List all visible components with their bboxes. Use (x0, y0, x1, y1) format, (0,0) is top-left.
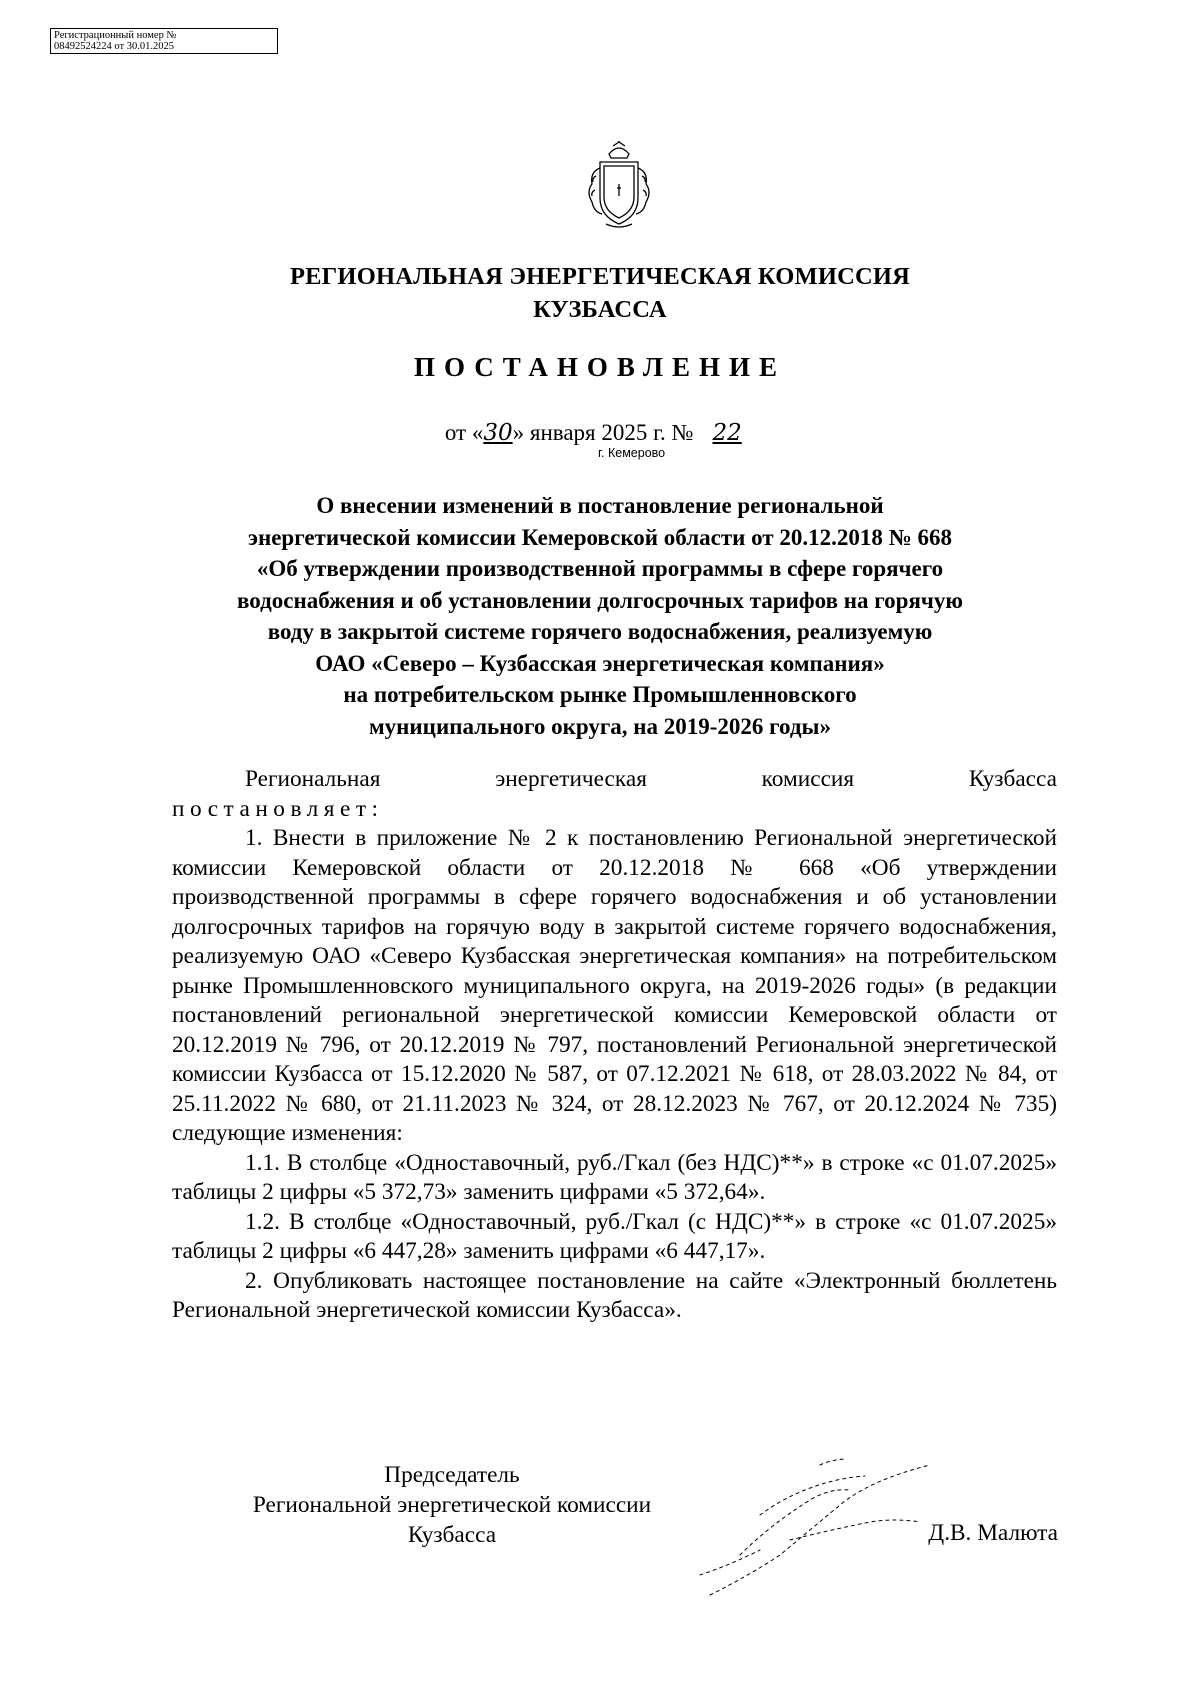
signatory-name: Д.В. Малюта (928, 1520, 1058, 1546)
subject-line: О внесении изменений в постановление региональной (316, 493, 884, 518)
registration-number-label: Регистрационный номер № (54, 30, 177, 41)
subject-line: водоснабжения и об установлении долгосрочных тарифов на горячую (237, 587, 963, 613)
signatory-position-line2: Региональной энергетической комиссии (252, 1492, 652, 1518)
document-body (172, 765, 1057, 1326)
document-type: ПОСТАНОВЛЕНИЕ (413, 352, 787, 382)
subject-line: муниципального округа, на 2019-2026 годы» (369, 713, 831, 739)
date-day-handwritten: 30 (483, 420, 513, 446)
document-number-handwritten: 22 (712, 420, 742, 446)
subject-line: энергетической комиссии Кемеровской области от 20.12.2018 № 668 (248, 524, 952, 550)
signatory-position-line1: Председатель (384, 1462, 520, 1488)
organization-name (0, 260, 1200, 326)
body-item-1: 1. Внести в приложение № 2 к постановлению Региональной энергетической комиссии Кемеровской области от 20.12.2018 № 668 «Об утверждении производственной программы в сфере горячего водоснабжения и об установлении долгосрочных тарифов на горячую воду в закрытой системе горячего водоснабжения, реализуемую ОАО «Северо Кузбасская энергетическая компания» на потребительском рынке Промышленновского муниципального округа, на 2019-2026 годы» (в редакции постановлений региональной энергетической комиссии Кемеровской области от 20.12.2019 № 796, от 20.12.2019 № 797, постановлений Региональной энергетической комиссии Кузбасса от 15.12.2020 № 587, от 07.12.2021 № 618, от 28.03.2022 № 84, от 25.11.2022 № 680, от 21.11.2023 № 324, от 28.12.2023 № 767, от 20.12.2024 № 735) следующие изменения: (172, 825, 1057, 1146)
organization-name-line2: КУЗБАССА (533, 296, 667, 323)
organization-name-line1: РЕГИОНАЛЬНАЯ ЭНЕРГЕТИЧЕСКАЯ КОМИССИЯ (289, 263, 911, 290)
subject-line: на потребительском рынке Промышленновского (343, 682, 857, 707)
subject-line: воду в закрытой системе горячего водоснабжения, реализуемую (267, 619, 933, 644)
signatory-position-line3: Кузбасса (407, 1522, 497, 1548)
subject-line: «Об утверждении производственной программы в сфере горячего (256, 556, 944, 581)
signatory-position (172, 1460, 732, 1550)
city: г. Кемерово (598, 446, 666, 460)
registration-number-value: 08492524224 от 30.01.2025 (54, 41, 174, 52)
subject-line: ОАО «Северо – Кузбасская энергетическая компания» (315, 650, 885, 676)
body-intro: Региональная энергетическая комиссия Кузбасса (245, 766, 1057, 792)
document-subject (140, 490, 1060, 742)
document-date-line (0, 418, 1200, 448)
body-decides: постановляет: (172, 795, 384, 822)
body-item-1-2: 1.2. В столбце «Одноставочный, руб./Гкал (с НДС)**» в строке «с 01.07.2025» таблицы 2 цифры «6 447,28» заменить цифрами «6 447,17». (172, 1208, 1057, 1264)
registration-stamp (50, 28, 278, 54)
coat-of-arms-icon (586, 140, 652, 230)
date-prefix: от « (444, 420, 484, 445)
handwritten-signature (680, 1445, 950, 1605)
body-item-1-1: 1.1. В столбце «Одноставочный, руб./Гкал (без НДС)**» в строке «с 01.07.2025» таблицы 2 цифры «5 372,73» заменить цифрами «5 372,64». (172, 1149, 1057, 1205)
date-month-year: » января 2025 г. № (512, 420, 700, 445)
body-item-2: 2. Опубликовать настоящее постановление на сайте «Электронный бюллетень Региональной энергетической комиссии Кузбасса». (172, 1267, 1057, 1323)
